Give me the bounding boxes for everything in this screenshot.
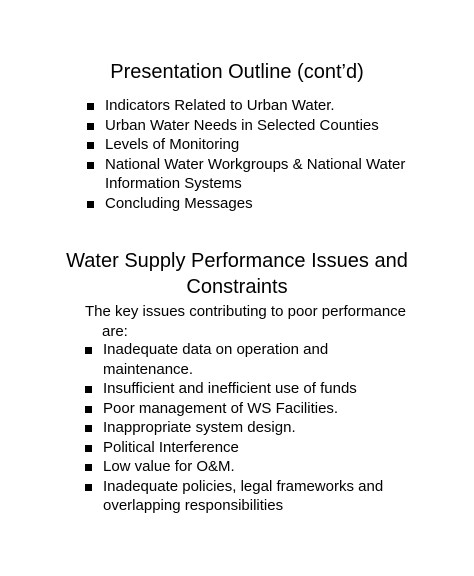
issues-intro-line-1: The key issues contributing to poor performance xyxy=(85,303,406,320)
issues-intro-line-2: are: xyxy=(102,322,128,340)
square-bullet-icon xyxy=(87,201,94,208)
issue-item xyxy=(85,418,415,438)
section-title-outline: Presentation Outline (cont’d) xyxy=(110,61,364,83)
issue-item-text: Inadequate policies, legal frameworks and xyxy=(103,477,384,495)
outline-item-text: Indicators Related to Urban Water. xyxy=(105,97,335,114)
issue-item xyxy=(85,457,415,477)
square-bullet-icon xyxy=(87,123,94,130)
issue-item-text: Inappropriate system design. xyxy=(103,419,296,436)
outline-item xyxy=(87,116,417,136)
square-bullet-icon xyxy=(87,103,94,110)
outline-item xyxy=(87,135,417,155)
issue-item xyxy=(85,477,415,516)
outline-item xyxy=(87,155,417,194)
issue-item xyxy=(85,379,415,399)
square-bullet-icon xyxy=(85,445,92,452)
square-bullet-icon xyxy=(85,464,92,471)
issue-item-text: Inadequate data on operation and maintenance. xyxy=(103,341,329,378)
outline-item xyxy=(87,194,417,214)
outline-item-text: National Water Workgroups & National Water xyxy=(105,155,406,173)
issue-item-text: Poor management of WS Facilities. xyxy=(103,399,339,417)
outline-item-text: Information Systems xyxy=(105,175,242,192)
outline-list xyxy=(87,96,417,213)
square-bullet-icon xyxy=(87,142,94,149)
issues-intro xyxy=(85,302,415,341)
outline-item-text: Levels of Monitoring xyxy=(105,136,240,153)
outline-item-text: Urban Water Needs in Selected Counties xyxy=(105,116,379,134)
issue-item xyxy=(85,340,415,379)
square-bullet-icon xyxy=(87,162,94,169)
square-bullet-icon xyxy=(85,347,92,354)
issue-item-text: Low value for O&M. xyxy=(103,458,235,475)
issue-item xyxy=(85,438,415,458)
square-bullet-icon xyxy=(85,386,92,393)
issue-item xyxy=(85,399,415,419)
issue-item-text: Political Interference xyxy=(103,438,239,456)
outline-item-text: Concluding Messages xyxy=(105,194,253,212)
square-bullet-icon xyxy=(85,484,92,491)
square-bullet-icon xyxy=(85,406,92,413)
section-title-issues: Water Supply Performance Issues and Constraints xyxy=(66,250,408,298)
outline-item xyxy=(87,96,417,116)
issue-item-text: Insufficient and inefficient use of funds xyxy=(103,380,357,397)
issue-item-text: overlapping responsibilities xyxy=(103,497,284,514)
issues-list xyxy=(85,340,415,516)
square-bullet-icon xyxy=(85,425,92,432)
